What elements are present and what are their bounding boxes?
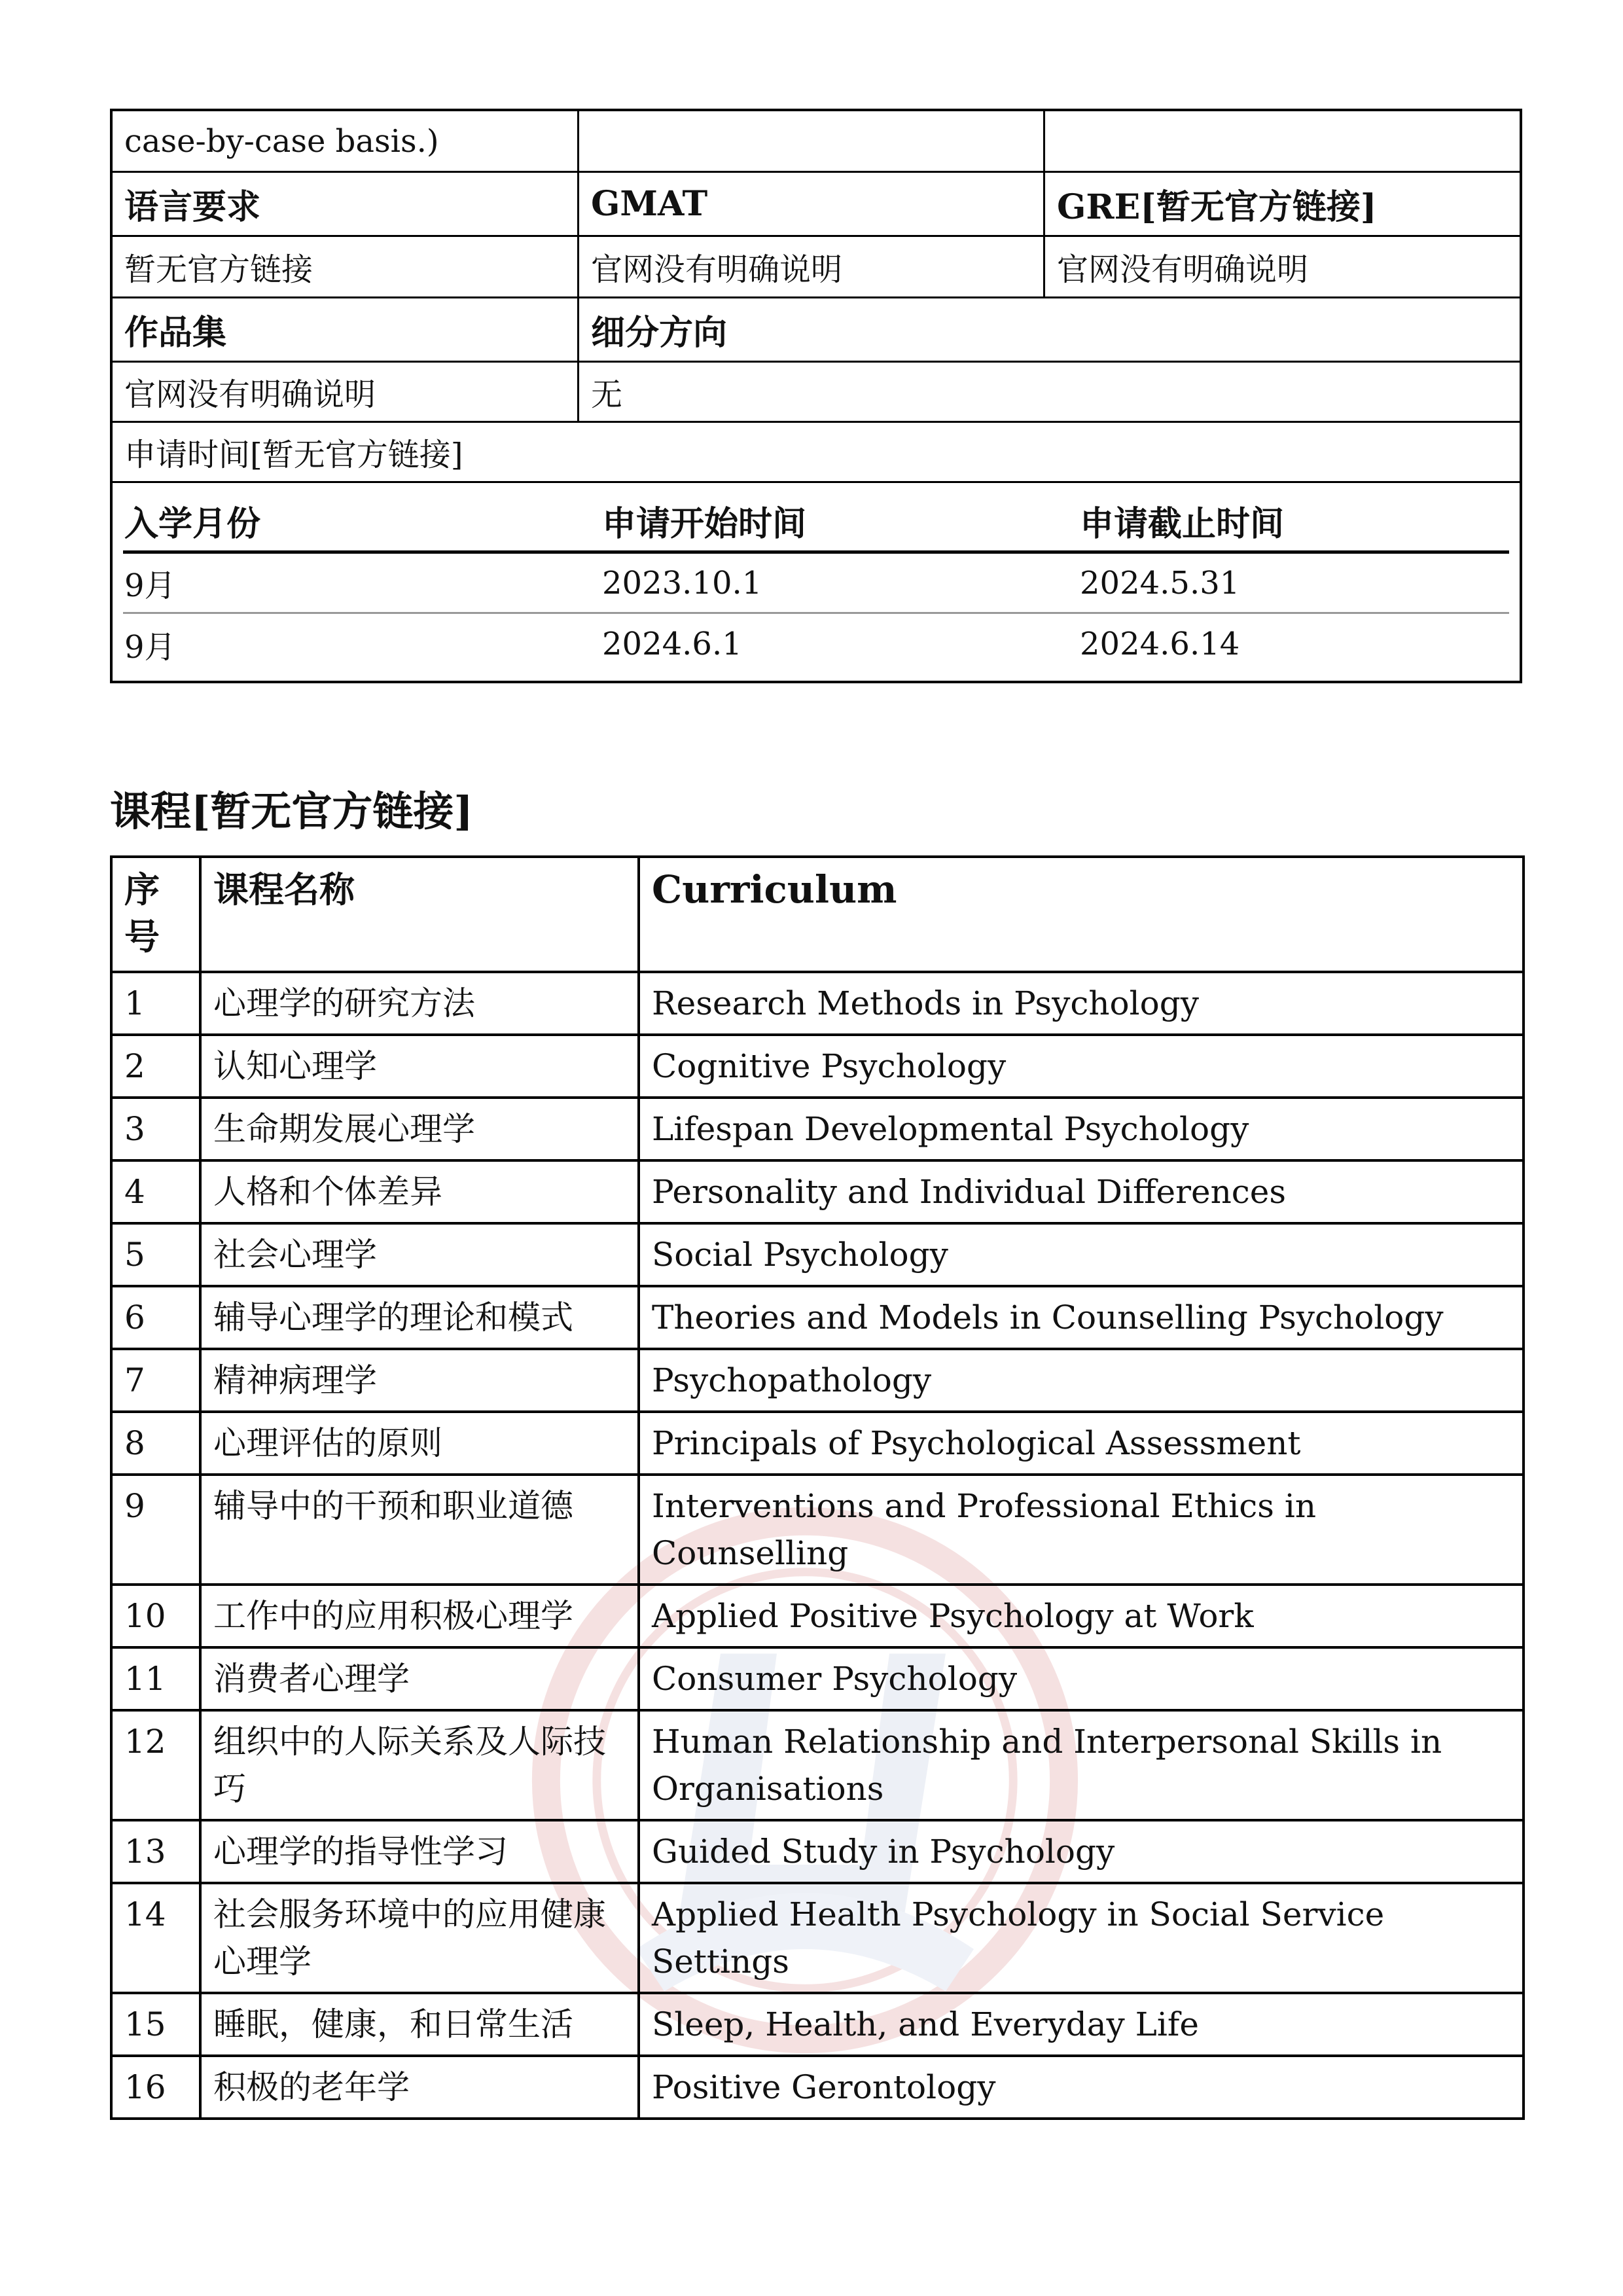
courses-section-title: 课程[暂无官方链接] [110,787,473,835]
course-name-zh: 社会服务环境中的应用健康心理学 [200,1883,639,1993]
course-index: 9 [111,1475,200,1585]
course-index: 1 [111,972,200,1035]
table-row [111,1286,1524,1349]
deadline-header: 申请截止时间 [1080,504,1285,544]
intake-month: 9月 [124,567,176,604]
course-index: 13 [111,1820,200,1883]
table-row [111,1993,1524,2056]
deadline: 2024.6.14 [1080,626,1240,662]
schedule-row [123,614,1509,674]
table-row [111,1585,1524,1647]
course-name-en: Positive Gerontology [639,2056,1524,2119]
table-row [111,1883,1524,1993]
start-date: 2023.10.1 [602,564,762,601]
course-name-zh: 人格和个体差异 [200,1160,639,1223]
info-row [113,298,1520,363]
info-row [113,111,1520,173]
gmat-value: 官网没有明确说明 [579,237,1045,296]
specialization-value: 无 [591,376,623,413]
course-name-en: Social Psychology [639,1223,1524,1286]
course-name-en: Theories and Models in Counselling Psychology [639,1286,1524,1349]
start-date: 2024.6.1 [602,626,742,662]
course-index: 11 [111,1647,200,1710]
course-name-zh: 辅导心理学的理论和模式 [200,1286,639,1349]
schedule-header-row [123,491,1509,554]
course-index: 15 [111,1993,200,2056]
course-name-en: Principals of Psychological Assessment [639,1412,1524,1475]
table-row [111,1820,1524,1883]
table-row [111,1475,1524,1585]
table-row [111,1349,1524,1412]
course-name-en: Cognitive Psychology [639,1035,1524,1098]
application-time-label: 申请时间[暂无官方链接] [124,437,463,473]
index-header: 序号 [111,857,200,972]
course-name-zh: 精神病理学 [200,1349,639,1412]
course-index: 8 [111,1412,200,1475]
intake-month: 9月 [124,628,176,666]
course-index: 10 [111,1585,200,1647]
gre-value: 官网没有明确说明 [1057,251,1309,288]
application-schedule [113,483,1520,681]
course-table [110,855,1525,2120]
info-row [113,237,1520,298]
course-name-zh: 积极的老年学 [200,2056,639,2119]
course-name-zh: 心理学的研究方法 [200,972,639,1035]
info-cell: case-by-case basis.) [113,111,579,171]
course-header-row [111,857,1524,972]
info-row [113,173,1520,237]
specialization-header: 细分方向 [591,313,728,353]
course-name-en: Lifespan Developmental Psychology [639,1098,1524,1160]
course-index: 7 [111,1349,200,1412]
course-name-en: Guided Study in Psychology [639,1820,1524,1883]
course-name-zh: 组织中的人际关系及人际技巧 [200,1710,639,1820]
table-row [111,1647,1524,1710]
language-requirement-value: 暂无官方链接 [113,237,579,296]
table-row [111,1710,1524,1820]
table-row [111,1035,1524,1098]
course-name-en: Applied Positive Psychology at Work [639,1585,1524,1647]
course-index: 12 [111,1710,200,1820]
course-index: 14 [111,1883,200,1993]
course-index: 6 [111,1286,200,1349]
course-name-en: Human Relationship and Interpersonal Skills in Organisations [639,1710,1524,1820]
info-row [113,423,1520,483]
table-row [111,1412,1524,1475]
application-info-table [110,109,1522,683]
course-index: 2 [111,1035,200,1098]
curriculum-header: Curriculum [639,857,1524,972]
table-row [111,972,1524,1035]
gmat-header: GMAT [579,173,1045,235]
course-name-en: Consumer Psychology [639,1647,1524,1710]
course-name-zh: 认知心理学 [200,1035,639,1098]
course-index: 4 [111,1160,200,1223]
course-name-en: Personality and Individual Differences [639,1160,1524,1223]
course-name-en: Applied Health Psychology in Social Service Settings [639,1883,1524,1993]
course-name-zh: 社会心理学 [200,1223,639,1286]
portfolio-value: 官网没有明确说明 [113,363,579,421]
table-row [111,1098,1524,1160]
course-name-zh: 心理学的指导性学习 [200,1820,639,1883]
course-name-en: Psychopathology [639,1349,1524,1412]
intake-month-header: 入学月份 [124,504,261,544]
course-index: 3 [111,1098,200,1160]
course-index: 16 [111,2056,200,2119]
course-name-zh: 睡眠，健康，和日常生活 [200,1993,639,2056]
course-name-en: Sleep, Health, and Everyday Life [639,1993,1524,2056]
table-row [111,2056,1524,2119]
course-name-zh: 消费者心理学 [200,1647,639,1710]
course-name-zh: 生命期发展心理学 [200,1098,639,1160]
info-cell [579,111,1045,171]
course-name-en: Research Methods in Psychology [639,972,1524,1035]
info-cell [1045,111,1520,171]
table-row [111,1223,1524,1286]
course-name-en: Interventions and Professional Ethics in Counselling [639,1475,1524,1585]
info-row [113,363,1520,423]
portfolio-header: 作品集 [113,298,579,361]
gre-header: GRE[暂无官方链接] [1057,187,1377,227]
deadline: 2024.5.31 [1080,564,1240,601]
schedule-row [123,554,1509,614]
course-name-header: 课程名称 [200,857,639,972]
course-name-zh: 工作中的应用积极心理学 [200,1585,639,1647]
start-date-header: 申请开始时间 [602,504,807,544]
course-name-zh: 辅导中的干预和职业道德 [200,1475,639,1585]
course-index: 5 [111,1223,200,1286]
language-requirement-header: 语言要求 [113,173,579,235]
table-row [111,1160,1524,1223]
course-name-zh: 心理评估的原则 [200,1412,639,1475]
